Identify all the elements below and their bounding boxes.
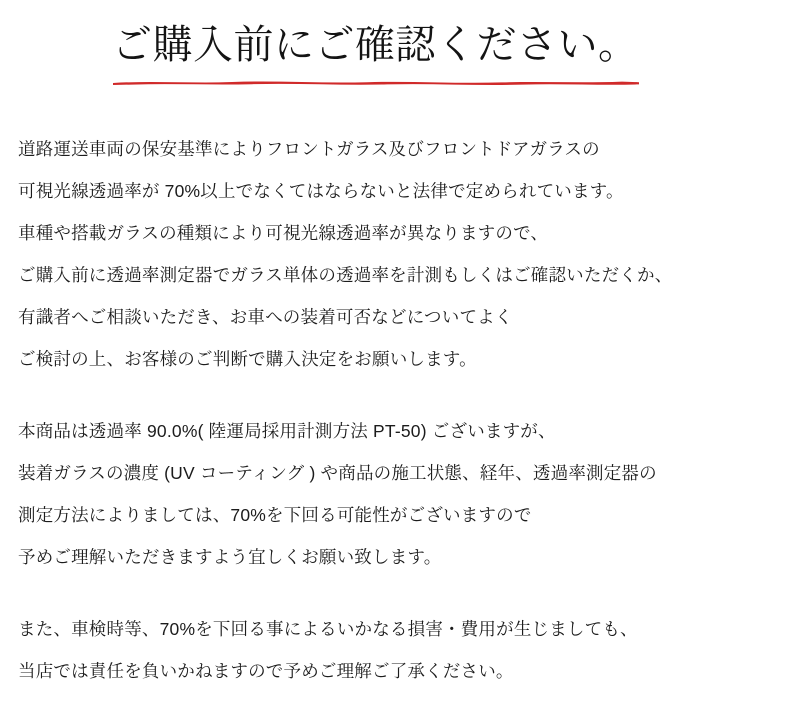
title-underline-brush <box>112 78 640 86</box>
text-line: 予めご理解いただきますよう宜しくお願い致します。 <box>18 547 442 567</box>
paragraph-spacer <box>18 578 776 608</box>
text-line: 当店では責任を負いかねますので予めご理解ご了承ください。 <box>18 661 514 681</box>
notice-page <box>0 22 800 703</box>
paragraph-notice-law <box>18 128 776 380</box>
text-line: ご購入前に透過率測定器でガラス単体の透過率を計測もしくはご確認いただくか、 <box>18 265 673 285</box>
paragraph-notice-product <box>18 410 776 578</box>
text-line: 車種や搭載ガラスの種類により可視光線透過率が異なりますので、 <box>18 223 549 243</box>
paragraph-notice-disclaimer <box>18 608 776 692</box>
text-line: 測定方法によりましては、70%を下回る可能性がございますので <box>18 505 532 525</box>
text-line: また、車検時等、70%を下回る事によるいかなる損害・費用が生じましても、 <box>18 619 638 639</box>
text-line: 可視光線透過率が 70%以上でなくてはならないと法律で定められています。 <box>18 181 624 201</box>
text-line: 本商品は透過率 90.0%( 陸運局採用計測方法 PT-50) ございますが、 <box>18 421 556 441</box>
text-line: 道路運送車両の保安基準によりフロントガラス及びフロントドアガラスの <box>18 139 600 159</box>
text-line: 装着ガラスの濃度 (UV コーティング ) や商品の施工状態、経年、透過率測定器の <box>18 463 657 483</box>
paragraph-spacer <box>18 380 776 410</box>
page-title: ご購入前にご確認ください。 <box>112 23 639 67</box>
text-line: 有識者へご相談いただき、お車への装着可否などについてよく <box>18 307 513 327</box>
text-line: ご検討の上、お客様のご判断で購入決定をお願いします。 <box>18 349 477 369</box>
page-title-area <box>0 22 800 94</box>
notice-body <box>0 128 800 692</box>
